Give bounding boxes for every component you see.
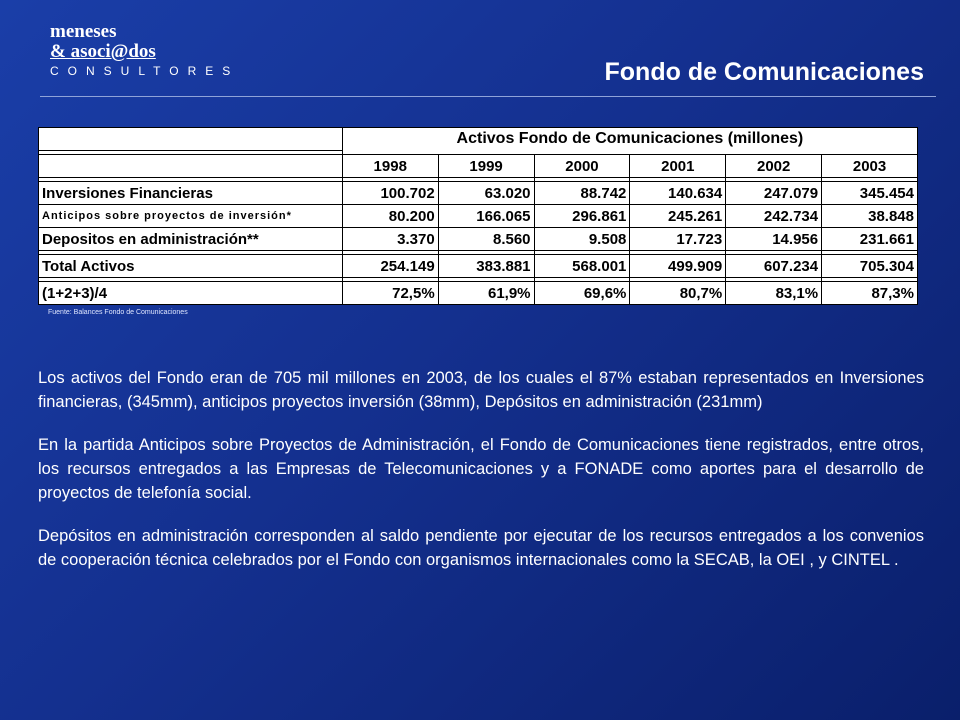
body-text xyxy=(38,366,924,591)
row-label: (1+2+3)/4 xyxy=(39,282,343,305)
table-row xyxy=(39,282,918,305)
table-cell: 17.723 xyxy=(630,228,726,251)
table-cell: 345.454 xyxy=(822,182,918,205)
table-cell: 69,6% xyxy=(534,282,630,305)
assets-table xyxy=(38,127,918,305)
logo-line-1: meneses xyxy=(50,21,117,42)
row-label: Total Activos xyxy=(39,255,343,278)
logo-line-2: & asoci@dos xyxy=(50,41,156,62)
table-cell: 383.881 xyxy=(438,255,534,278)
table-cell: 72,5% xyxy=(342,282,438,305)
table-cell: 87,3% xyxy=(822,282,918,305)
table-cell: 14.956 xyxy=(726,228,822,251)
table-cell: 3.370 xyxy=(342,228,438,251)
paragraph: En la partida Anticipos sobre Proyectos de Administración, el Fondo de Comunicaciones tiene registrados, entre otros, los recursos entregados a las Empresas de Telecomunicaciones y a FONADE como aportes para el desarrollo de proyectos de telefonía social. xyxy=(38,436,924,502)
table-caption: Activos Fondo de Comunicaciones (millones) xyxy=(342,128,917,151)
year-header: 2003 xyxy=(822,155,918,178)
table-cell: 88.742 xyxy=(534,182,630,205)
table-cell: 100.702 xyxy=(342,182,438,205)
table-cell: 254.149 xyxy=(342,255,438,278)
table-cell: 140.634 xyxy=(630,182,726,205)
table-caption-row xyxy=(39,128,918,151)
table-row xyxy=(39,205,918,228)
table-cell: 80.200 xyxy=(342,205,438,228)
table-row xyxy=(39,255,918,278)
table-cell: 499.909 xyxy=(630,255,726,278)
paragraph: Los activos del Fondo eran de 705 mil millones en 2003, de los cuales el 87% estaban representados en Inversiones financieras, (345mm), anticipos proyectos inversión (38mm), Depósitos en administración (231mm) xyxy=(38,369,924,411)
company-logo xyxy=(50,22,239,80)
table-header-row xyxy=(39,155,918,178)
table-cell: 9.508 xyxy=(534,228,630,251)
year-header: 2000 xyxy=(534,155,630,178)
table-cell: 63.020 xyxy=(438,182,534,205)
page-title: Fondo de Comunicaciones xyxy=(604,58,924,86)
row-label: Inversiones Financieras xyxy=(39,182,343,205)
table-cell: 38.848 xyxy=(822,205,918,228)
year-header: 1999 xyxy=(438,155,534,178)
table-cell: 61,9% xyxy=(438,282,534,305)
table-cell: 705.304 xyxy=(822,255,918,278)
table-cell: 607.234 xyxy=(726,255,822,278)
table-cell: 296.861 xyxy=(534,205,630,228)
table-source-note: Fuente: Balances Fondo de Comunicaciones xyxy=(48,309,188,316)
table-cell: 247.079 xyxy=(726,182,822,205)
year-header: 2002 xyxy=(726,155,822,178)
table-cell: 8.560 xyxy=(438,228,534,251)
table-cell: 80,7% xyxy=(630,282,726,305)
table-cell: 568.001 xyxy=(534,255,630,278)
table-row xyxy=(39,182,918,205)
table-cell: 245.261 xyxy=(630,205,726,228)
table-row xyxy=(39,228,918,251)
paragraph: Depósitos en administración corresponden al saldo pendiente por ejecutar de los recursos entregados a los convenios de cooperación técnica celebrados por el Fondo con organismos internacionales como la SECAB, la OEI , y CINTEL . xyxy=(38,527,924,569)
year-header: 1998 xyxy=(342,155,438,178)
row-label: Depositos en administración** xyxy=(39,228,343,251)
header-divider xyxy=(40,96,936,97)
row-label: Anticipos sobre proyectos de inversión* xyxy=(39,205,343,228)
logo-line-3: CONSULTORES xyxy=(50,64,240,78)
table-cell: 231.661 xyxy=(822,228,918,251)
year-header: 2001 xyxy=(630,155,726,178)
table-cell: 166.065 xyxy=(438,205,534,228)
table-cell: 83,1% xyxy=(726,282,822,305)
table-cell: 242.734 xyxy=(726,205,822,228)
